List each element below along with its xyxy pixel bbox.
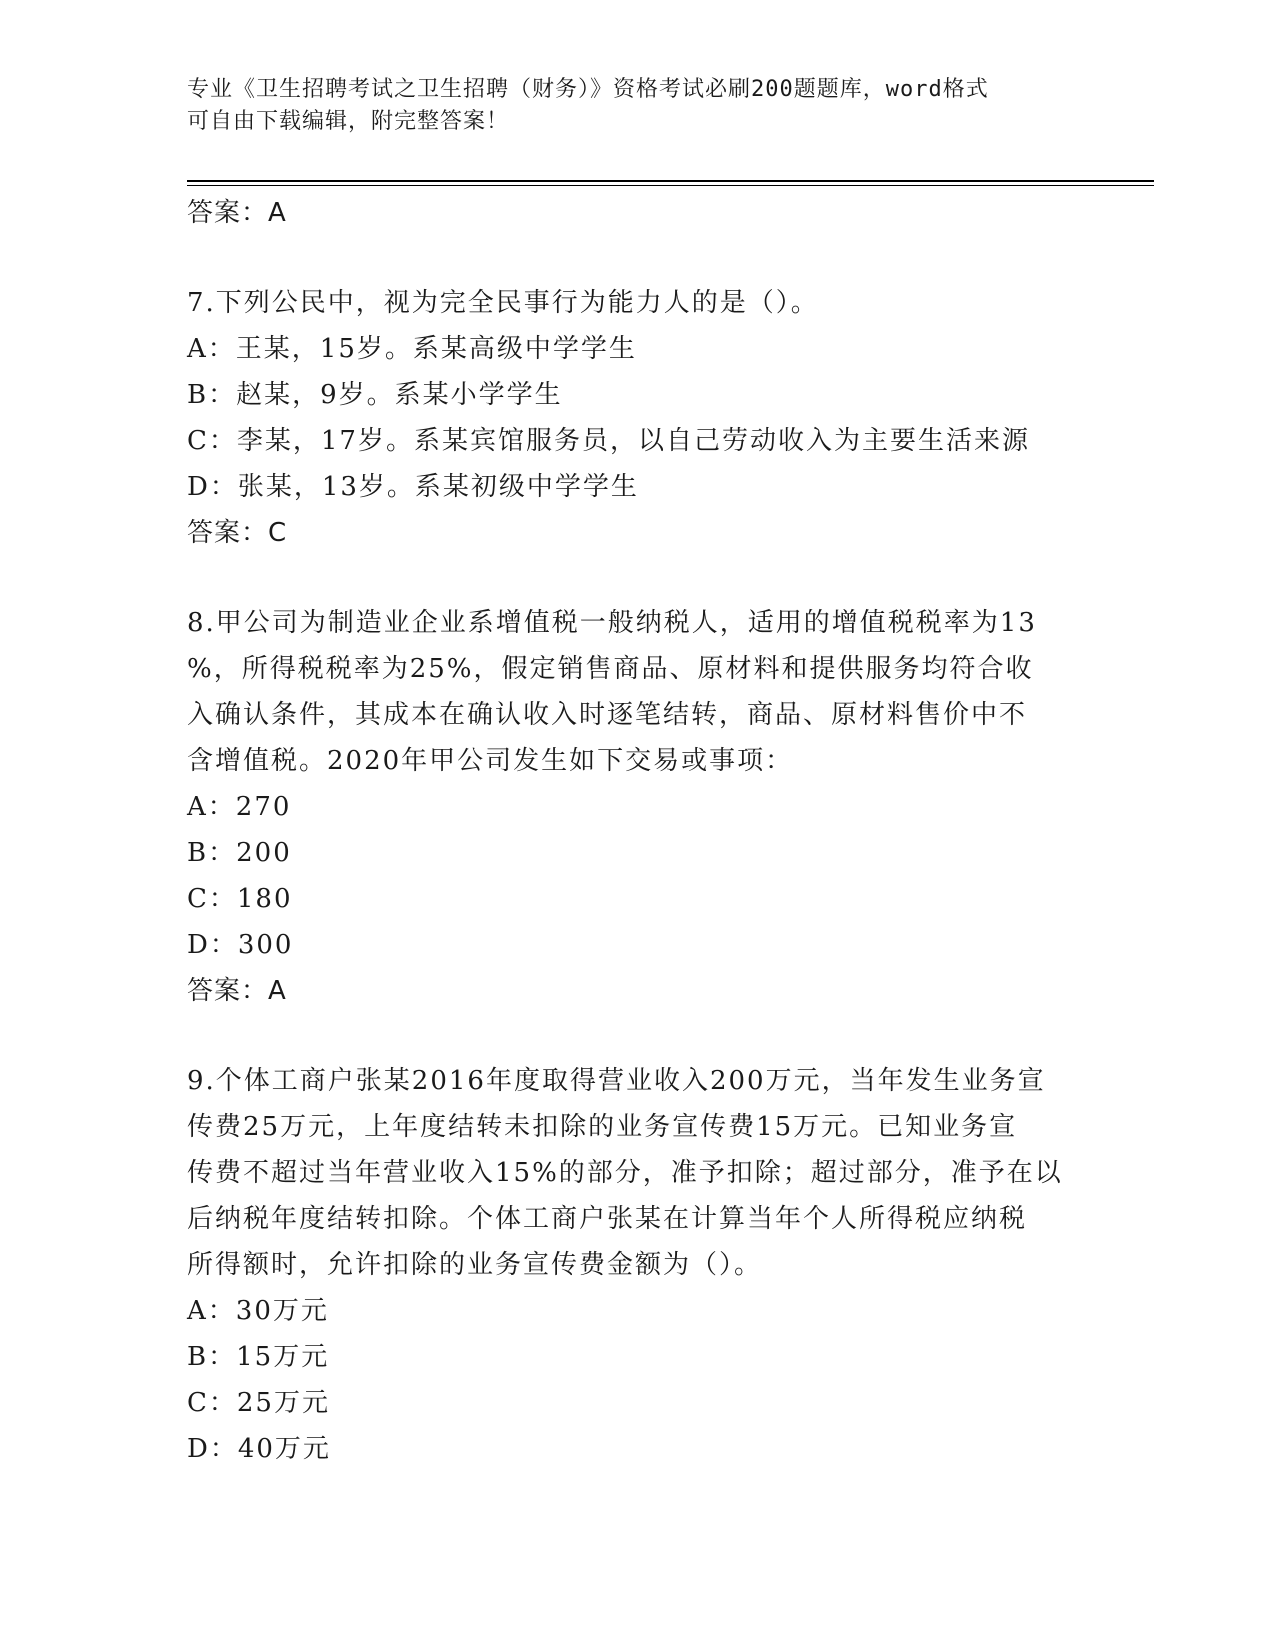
- option-b: B：15万元: [187, 1342, 330, 1372]
- option-b: B：200: [187, 838, 292, 868]
- question-stem-line: 入确认条件，其成本在确认收入时逐笔结转，商品、原材料售价中不: [187, 700, 1028, 730]
- question-stem-line: %，所得税税率为25%，假定销售商品、原材料和提供服务均符合收: [187, 654, 1034, 684]
- question-stem-line: 所得额时，允许扣除的业务宣传费金额为（）。: [187, 1250, 763, 1280]
- document-header: [187, 74, 1087, 138]
- option-c: C：李某，17岁。系某宾馆服务员，以自己劳动收入为主要生活来源: [187, 426, 1030, 456]
- header-line: 可自由下载编辑，附完整答案！: [187, 109, 510, 134]
- spacer: [187, 1014, 1087, 1058]
- question-block: [187, 1058, 1087, 1472]
- header-line: 专业《卫生招聘考试之卫生招聘（财务）》资格考试必刷200题题库，word格式: [187, 77, 989, 102]
- option-c: C：25万元: [187, 1388, 330, 1418]
- header-rule-thick: [187, 180, 1154, 182]
- question-stem-line: 后纳税年度结转扣除。个体工商户张某在计算当年个人所得税应纳税: [187, 1204, 1028, 1234]
- option-d: D：40万元: [187, 1434, 331, 1464]
- spacer: [187, 236, 1087, 280]
- answer-line: 答案：A: [187, 976, 287, 1006]
- question-stem-line: 传费25万元，上年度结转未扣除的业务宣传费15万元。已知业务宣: [187, 1112, 1018, 1142]
- question-stem-line: 含增值税。2020年甲公司发生如下交易或事项：: [187, 746, 794, 776]
- question-stem-line: 传费不超过当年营业收入15%的部分，准予扣除；超过部分，准予在以: [187, 1158, 1063, 1188]
- option-c: C：180: [187, 884, 293, 914]
- question-block: [187, 600, 1087, 1014]
- option-a: A：270: [187, 792, 292, 822]
- option-d: D：张某，13岁。系某初级中学学生: [187, 472, 639, 502]
- answer-line: 答案：C: [187, 518, 288, 548]
- question-stem-line: 9.个体工商户张某2016年度取得营业收入200万元，当年发生业务宣: [187, 1066, 1046, 1096]
- question-stem: 7.下列公民中，视为完全民事行为能力人的是（）。: [187, 288, 819, 318]
- header-rule-thin: [187, 185, 1154, 186]
- answer-line: 答案：A: [187, 198, 287, 228]
- question-block: [187, 280, 1087, 556]
- option-a: A：30万元: [187, 1296, 329, 1326]
- document-body: [187, 190, 1087, 1472]
- question-stem-line: 8.甲公司为制造业企业系增值税一般纳税人，适用的增值税税率为13: [187, 608, 1037, 638]
- option-a: A：王某，15岁。系某高级中学学生: [187, 334, 637, 364]
- spacer: [187, 556, 1087, 600]
- option-d: D：300: [187, 930, 294, 960]
- option-b: B：赵某，9岁。系某小学学生: [187, 380, 563, 410]
